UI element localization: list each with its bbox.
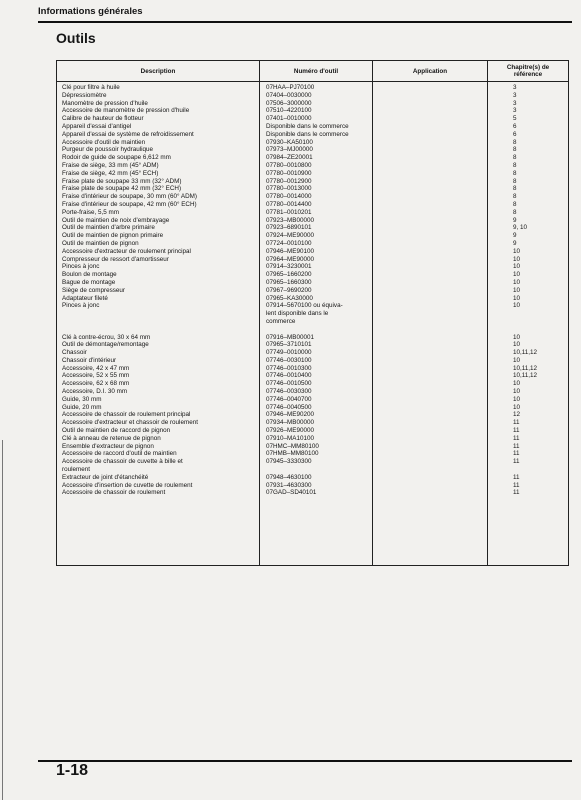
cell-tool-number bbox=[266, 326, 349, 334]
cell-chapter: 11 bbox=[513, 442, 520, 450]
cell-chapter: 3 bbox=[513, 107, 517, 115]
cell-chapter: 8 bbox=[513, 185, 517, 193]
cell-description: Chassoir d'intérieur bbox=[62, 356, 117, 364]
cell-description: Accessoire de chassoir de roulement principal bbox=[62, 411, 191, 419]
cell-tool-number: 07924–ME90000 bbox=[266, 232, 314, 240]
cell-description: Accessoire de chassoir de cuvette à bille et bbox=[62, 458, 183, 466]
col-header-tool-number: Numéro d'outil bbox=[293, 67, 339, 75]
cell-tool-number: 07965–1660300 bbox=[266, 278, 312, 286]
cell-description: Fraise d'intérieur de soupape, 42 mm (60° ECH) bbox=[62, 200, 197, 208]
cell-chapter: 8 bbox=[513, 138, 517, 146]
cell-chapter: 8 bbox=[513, 208, 517, 216]
cell-tool-number: 07749–0010000 bbox=[266, 349, 312, 357]
cell-description: Accessoire, 52 x 55 mm bbox=[62, 372, 130, 380]
chapter-column bbox=[513, 84, 537, 497]
cell-tool-number: 07HMC–MM80100 bbox=[266, 442, 319, 450]
cell-chapter: 10 bbox=[513, 356, 521, 364]
cell-chapter: 10 bbox=[513, 333, 521, 341]
cell-description: Accessoire d'extracteur et chassoir de roulement bbox=[62, 419, 198, 427]
header-rule bbox=[57, 81, 568, 82]
cell-tool-number: 07401–0010000 bbox=[266, 115, 312, 123]
cell-chapter: 8 bbox=[513, 146, 517, 154]
cell-description: Accessoire d'outil de maintien bbox=[62, 138, 146, 146]
cell-description: Accessoire, D.I. 30 mm bbox=[62, 388, 128, 396]
cell-description: Dépressiomètre bbox=[62, 91, 107, 99]
cell-description: Guide, 20 mm bbox=[62, 403, 102, 411]
cell-description: Accessoire de chassoir de roulement bbox=[62, 489, 166, 497]
cell-description: Appareil d'essai d'antigel bbox=[62, 122, 132, 130]
cell-tool-number: 07780–0014000 bbox=[266, 193, 312, 201]
tool-number-column bbox=[266, 84, 349, 497]
cell-description: Accessoire de raccord d'outil de maintien bbox=[62, 450, 177, 458]
cell-description: Bague de montage bbox=[62, 278, 116, 286]
cell-description: Guide, 30 mm bbox=[62, 395, 102, 403]
cell-description: Fraise plate de soupape 33 mm (32° ADM) bbox=[62, 177, 182, 185]
tools-table bbox=[56, 60, 569, 566]
description-column bbox=[62, 84, 198, 497]
cell-chapter: 10 bbox=[513, 255, 521, 263]
cell-tool-number: 07964–ME90000 bbox=[266, 255, 314, 263]
cell-chapter: 10 bbox=[513, 341, 521, 349]
cell-tool-number: 07780–0010900 bbox=[266, 169, 312, 177]
cell-tool-number: 07965–1660200 bbox=[266, 271, 312, 279]
cell-tool-number: commerce bbox=[266, 317, 296, 325]
page-edge bbox=[2, 440, 3, 800]
cell-description: Fraise de siège, 33 mm (45° ADM) bbox=[62, 161, 159, 169]
cell-tool-number: 07967–9690200 bbox=[266, 286, 312, 294]
cell-description: Adaptateur fileté bbox=[62, 294, 108, 302]
cell-description: Clé à anneau de retenue de pignon bbox=[62, 434, 161, 442]
cell-chapter: 8 bbox=[513, 161, 517, 169]
cell-tool-number: 07910–MA10100 bbox=[266, 434, 314, 442]
cell-chapter: 10 bbox=[513, 388, 521, 396]
cell-chapter: 11 bbox=[513, 427, 520, 435]
cell-chapter: 8 bbox=[513, 193, 517, 201]
cell-description: Siège de compresseur bbox=[62, 286, 126, 294]
cell-chapter: 6 bbox=[513, 130, 517, 138]
cell-chapter: 10 bbox=[513, 395, 521, 403]
cell-description: Outil de maintien de raccord de pignon bbox=[62, 427, 171, 435]
cell-tool-number: 07916–MB00001 bbox=[266, 333, 314, 341]
cell-tool-number: 07914–3230001 bbox=[266, 263, 312, 271]
cell-tool-number: 07946–ME90200 bbox=[266, 411, 314, 419]
cell-tool-number: 07506–3000000 bbox=[266, 99, 312, 107]
cell-tool-number: 07404–0030000 bbox=[266, 91, 312, 99]
cell-chapter: 10 bbox=[513, 271, 521, 279]
cell-description: Accessoire de manomètre de pression d'huile bbox=[62, 107, 190, 115]
column-divider bbox=[487, 61, 488, 565]
cell-tool-number: 07746–0030100 bbox=[266, 356, 312, 364]
col-header-application: Application bbox=[412, 67, 448, 75]
cell-chapter: 10,11,12 bbox=[513, 364, 538, 372]
cell-chapter: 3 bbox=[513, 84, 517, 91]
cell-description: Clé à contre-écrou, 30 x 64 mm bbox=[62, 333, 151, 341]
cell-description: Rodoir de guide de soupape 6,612 mm bbox=[62, 154, 171, 162]
cell-tool-number: 07973–MJ00000 bbox=[266, 146, 313, 154]
cell-tool-number: 07984–ZE20001 bbox=[266, 154, 313, 162]
cell-description: Pinces à jonc bbox=[62, 302, 100, 310]
cell-chapter: 3 bbox=[513, 91, 517, 99]
cell-chapter: 10 bbox=[513, 263, 521, 271]
cell-chapter: 10 bbox=[513, 403, 521, 411]
cell-chapter: 10,11,12 bbox=[513, 349, 538, 357]
cell-tool-number: 07GAD–SD40101 bbox=[266, 489, 317, 497]
cell-chapter: 10 bbox=[513, 286, 521, 294]
cell-tool-number bbox=[266, 466, 349, 474]
cell-chapter: 8 bbox=[513, 169, 517, 177]
cell-description: Fraise plate de soupape 42 mm (32° ECH) bbox=[62, 185, 182, 193]
cell-description: Accessoire d'insertion de cuvette de roulement bbox=[62, 481, 193, 489]
column-divider bbox=[372, 61, 373, 565]
cell-chapter: 9 bbox=[513, 216, 517, 224]
cell-chapter: 6 bbox=[513, 122, 517, 130]
cell-description: Boulon de montage bbox=[62, 271, 117, 279]
cell-tool-number: 07HMB–MM80100 bbox=[266, 450, 319, 458]
cell-tool-number: 07923–6890101 bbox=[266, 224, 312, 232]
cell-chapter: 11 bbox=[513, 489, 520, 497]
cell-chapter: 11 bbox=[513, 458, 520, 466]
column-divider bbox=[259, 61, 260, 565]
cell-tool-number: 07510–4220100 bbox=[266, 107, 312, 115]
cell-description: Compresseur de ressort d'amortisseur bbox=[62, 255, 169, 263]
cell-description: Ensemble d'extracteur de pignon bbox=[62, 442, 154, 450]
cell-description: Fraise de siège, 42 mm (45° ECH) bbox=[62, 169, 159, 177]
cell-description: Calibre de hauteur de flotteur bbox=[62, 115, 144, 123]
cell-description bbox=[62, 310, 198, 318]
cell-tool-number: 07930–KA50100 bbox=[266, 138, 313, 146]
cell-description: Outil de maintien de noix d'embrayage bbox=[62, 216, 170, 224]
cell-tool-number: 07781–0010201 bbox=[266, 208, 312, 216]
page-number: 1-18 bbox=[56, 762, 89, 779]
cell-chapter bbox=[513, 318, 537, 326]
cell-tool-number: 07746–0040500 bbox=[266, 403, 312, 411]
cell-tool-number: 07945–3330300 bbox=[266, 458, 312, 466]
cell-tool-number: 07946–ME90100 bbox=[266, 247, 314, 255]
cell-tool-number: 07746–0030300 bbox=[266, 388, 312, 396]
cell-description: Outil de démontage/remontage bbox=[62, 341, 149, 349]
cell-chapter: 12 bbox=[513, 411, 521, 419]
cell-tool-number: 07746–0010300 bbox=[266, 364, 312, 372]
cell-chapter bbox=[513, 326, 537, 334]
cell-tool-number: 07914–5670100 ou équiva- bbox=[266, 302, 343, 310]
cell-tool-number: 07724–0010100 bbox=[266, 239, 312, 247]
cell-chapter: 11 bbox=[513, 481, 520, 489]
cell-chapter: 11 bbox=[513, 434, 520, 442]
bottom-rule bbox=[38, 760, 572, 762]
cell-chapter: 3 bbox=[513, 99, 517, 107]
cell-chapter bbox=[513, 466, 537, 474]
cell-tool-number: 07948–4630100 bbox=[266, 473, 312, 481]
cell-chapter: 5 bbox=[513, 115, 517, 123]
cell-tool-number: 07780–0012900 bbox=[266, 177, 312, 185]
cell-tool-number: Disponible dans le commerce bbox=[266, 122, 349, 130]
cell-chapter bbox=[513, 310, 537, 318]
cell-tool-number: 07780–0014400 bbox=[266, 200, 312, 208]
cell-tool-number: 07746–0040700 bbox=[266, 395, 312, 403]
cell-chapter: 9 bbox=[513, 232, 517, 240]
cell-description: Extracteur de joint d'étanchéité bbox=[62, 473, 149, 481]
cell-description: roulement bbox=[62, 466, 91, 474]
cell-chapter: 8 bbox=[513, 154, 517, 162]
cell-description: Manomètre de pression d'huile bbox=[62, 99, 148, 107]
cell-description: Fraise d'intérieur de soupape, 30 mm (60° ADM) bbox=[62, 193, 197, 201]
top-rule bbox=[38, 21, 572, 23]
cell-tool-number: 07934–MB00000 bbox=[266, 419, 314, 427]
cell-chapter: 9, 10 bbox=[513, 224, 528, 232]
cell-chapter: 10 bbox=[513, 380, 521, 388]
cell-description: Purgeur de poussoir hydraulique bbox=[62, 146, 154, 154]
cell-chapter: 10,11,12 bbox=[513, 372, 538, 380]
cell-tool-number: 07923–MB00000 bbox=[266, 216, 314, 224]
cell-chapter: 8 bbox=[513, 200, 517, 208]
cell-description: Outil de maintien d'arbre primaire bbox=[62, 224, 155, 232]
cell-tool-number: 07931–4630300 bbox=[266, 481, 312, 489]
cell-chapter: 10 bbox=[513, 247, 521, 255]
cell-description: Accessoire d'extracteur de roulement principal bbox=[62, 247, 191, 255]
cell-description bbox=[62, 318, 198, 326]
cell-description: Clé pour filtre à huile bbox=[62, 84, 120, 91]
cell-description: Outil de maintien de pignon primaire bbox=[62, 232, 164, 240]
cell-tool-number: 07926–ME90000 bbox=[266, 427, 314, 435]
cell-description: Appareil d'essai de système de refroidissement bbox=[62, 130, 194, 138]
cell-description: Accessoire, 62 x 68 mm bbox=[62, 380, 130, 388]
cell-description: Pinces à jonc bbox=[62, 263, 100, 271]
cell-tool-number: 07780–0010800 bbox=[266, 161, 312, 169]
cell-chapter: 11 bbox=[513, 419, 520, 427]
cell-description: Porte-fraise, 5,5 mm bbox=[62, 208, 120, 216]
cell-description bbox=[62, 326, 198, 334]
cell-description: Chassoir bbox=[62, 349, 87, 357]
cell-description: Accessoire, 42 x 47 mm bbox=[62, 364, 130, 372]
cell-tool-number: lent disponible dans le bbox=[266, 310, 329, 318]
cell-chapter: 11 bbox=[513, 450, 520, 458]
cell-chapter: 10 bbox=[513, 302, 521, 310]
col-header-description: Description bbox=[140, 67, 176, 75]
section-label: Informations générales bbox=[38, 6, 143, 17]
cell-tool-number: 07746–0010500 bbox=[266, 380, 312, 388]
cell-description: Outil de maintien de pignon bbox=[62, 239, 139, 247]
cell-chapter: 10 bbox=[513, 294, 521, 302]
cell-chapter: 11 bbox=[513, 473, 520, 481]
cell-tool-number: 07965–3710101 bbox=[266, 341, 312, 349]
cell-chapter: 8 bbox=[513, 177, 517, 185]
cell-tool-number: 07746–0010400 bbox=[266, 372, 312, 380]
cell-chapter: 10 bbox=[513, 278, 521, 286]
cell-chapter: 9 bbox=[513, 239, 517, 247]
cell-tool-number: 07HAA–PJ70100 bbox=[266, 84, 315, 91]
cell-tool-number: 07965–KA30000 bbox=[266, 294, 313, 302]
page-title: Outils bbox=[56, 30, 96, 46]
col-header-chapter: Chapitre(s) de référence bbox=[506, 64, 550, 78]
cell-tool-number: Disponible dans le commerce bbox=[266, 130, 349, 138]
cell-tool-number: 07780–0013000 bbox=[266, 185, 312, 193]
